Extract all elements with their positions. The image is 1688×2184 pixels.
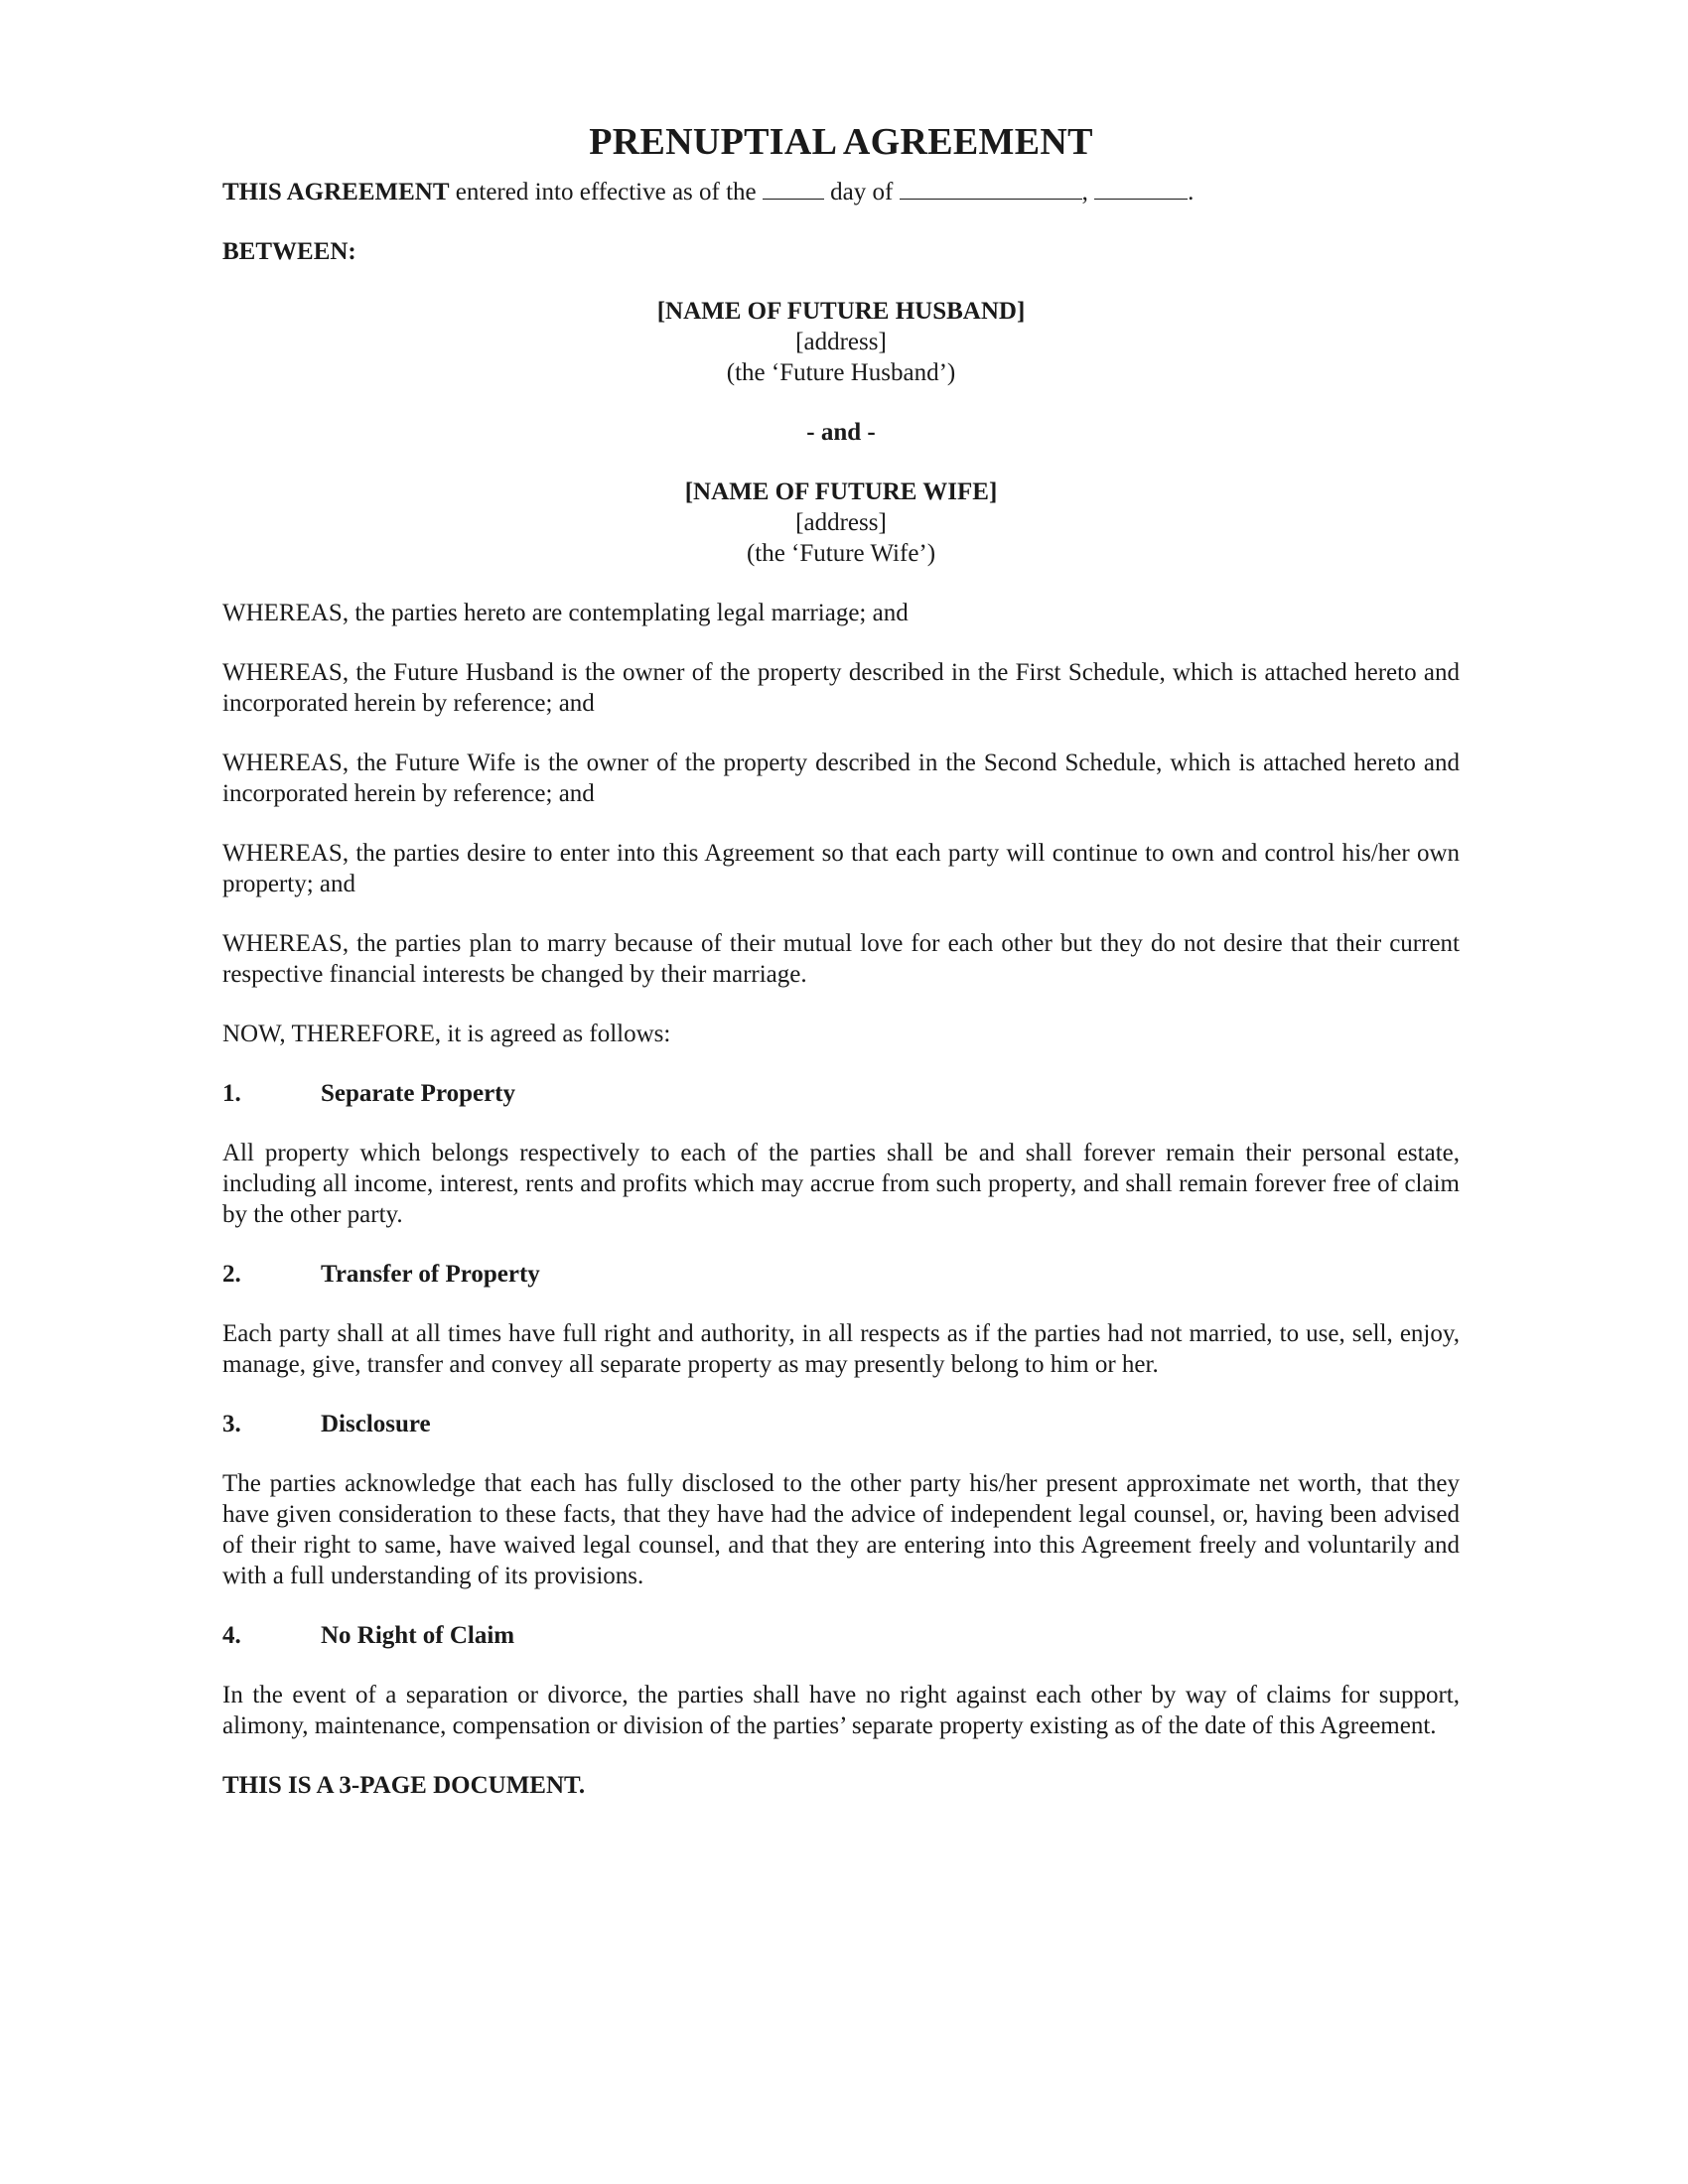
party-future-wife — [222, 477, 1460, 569]
and-separator: - and - — [806, 419, 876, 446]
section-title: Separate Property — [321, 1080, 516, 1107]
section-number: 4. — [222, 1622, 241, 1649]
section-title: Disclosure — [321, 1411, 431, 1437]
between-label: BETWEEN: — [222, 238, 356, 265]
intro-period: . — [1188, 179, 1195, 205]
section-1-heading — [222, 1078, 1460, 1109]
recital-5: WHEREAS, the parties plan to marry because of their mutual love for each other but they do not desire that their current respective financial interests be changed by their marriage. — [222, 930, 1460, 988]
party2-address: [address] — [795, 509, 887, 536]
party2-label: (the ‘Future Wife’) — [746, 540, 936, 567]
section-title: No Right of Claim — [321, 1622, 515, 1649]
document-page — [222, 119, 1460, 1830]
section-4-body: In the event of a separation or divorce, the parties shall have no right against each other by way of claims for support, alimony, maintenance, compensation or division of the parties’ separate property existing as of the date of this Agreement. — [222, 1682, 1460, 1739]
party-future-husband — [222, 296, 1460, 388]
recital-1: WHEREAS, the parties hereto are contemplating legal marriage; and — [222, 600, 909, 626]
section-2-heading — [222, 1259, 1460, 1290]
section-number: 2. — [222, 1261, 241, 1288]
section-number: 1. — [222, 1080, 241, 1107]
party2-name: [NAME OF FUTURE WIFE] — [684, 478, 998, 505]
intro-paragraph — [222, 177, 1460, 207]
party1-label: (the ‘Future Husband’) — [726, 359, 956, 386]
section-2-body: Each party shall at all times have full right and authority, in all respects as if the parties had not married, to use, sell, enjoy, manage, give, transfer and convey all separate property as may presently belong to him or her. — [222, 1320, 1460, 1378]
intro-text-2: day of — [823, 179, 900, 205]
footer-note: THIS IS A 3-PAGE DOCUMENT. — [222, 1772, 586, 1799]
recital-2: WHEREAS, the Future Husband is the owner of the property described in the First Schedule, which is attached hereto and incorporated herein by reference; and — [222, 659, 1460, 717]
party1-name: [NAME OF FUTURE HUSBAND] — [656, 298, 1026, 325]
party1-address: [address] — [795, 329, 887, 355]
day-blank — [763, 177, 824, 200]
intro-text-1: entered into effective as of the — [449, 179, 763, 205]
recital-3: WHEREAS, the Future Wife is the owner of the property described in the Second Schedule, which is attached hereto and incorporated herein by reference; and — [222, 750, 1460, 807]
section-1-body: All property which belongs respectively to each of the parties shall be and shall forever remain their personal estate, including all income, interest, rents and profits which may accrue from such property, and shall remain forever free of claim by the other party. — [222, 1140, 1460, 1228]
now-therefore: NOW, THEREFORE, it is agreed as follows: — [222, 1021, 671, 1047]
section-title: Transfer of Property — [321, 1261, 540, 1288]
intro-lead: THIS AGREEMENT — [222, 179, 450, 205]
document-title: PRENUPTIAL AGREEMENT — [589, 121, 1093, 163]
year-blank — [1094, 177, 1188, 200]
section-3-heading — [222, 1409, 1460, 1439]
section-number: 3. — [222, 1411, 241, 1437]
month-blank — [900, 177, 1082, 200]
section-4-heading — [222, 1620, 1460, 1651]
section-3-body: The parties acknowledge that each has fully disclosed to the other party his/her present approximate net worth, that they have given consideration to these facts, that they have had the advice of independent legal counsel, or, having been advised of their right to same, have waived legal counsel, and that they are entering into this Agreement freely and voluntarily and with a full understanding of its provisions. — [222, 1470, 1460, 1589]
recital-4: WHEREAS, the parties desire to enter into this Agreement so that each party will continue to own and control his/her own property; and — [222, 840, 1460, 897]
intro-comma: , — [1081, 179, 1095, 205]
